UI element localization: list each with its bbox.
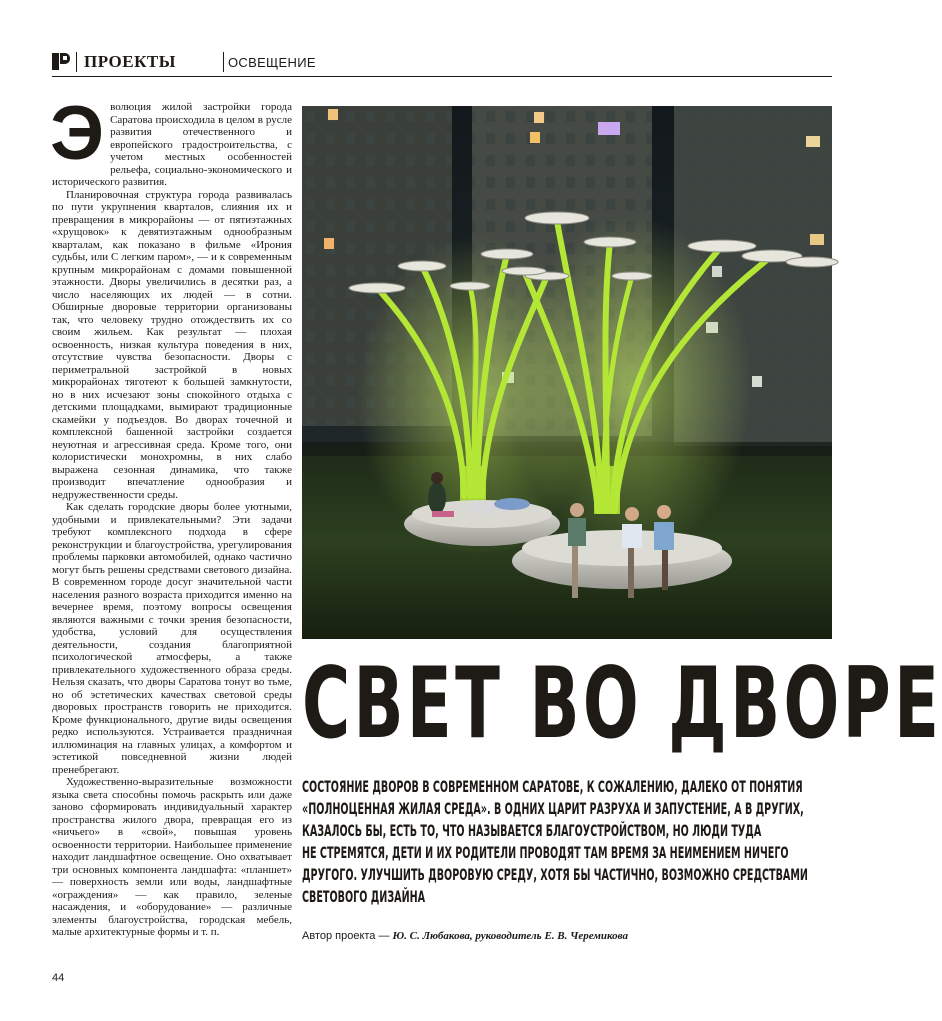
credit-prefix: Автор проекта —	[302, 930, 390, 942]
hero-photo	[302, 106, 832, 639]
page-header	[52, 50, 832, 76]
credit-names: Ю. С. Любакова, руководитель Е. В. Черемикова	[392, 930, 628, 942]
article-paragraph: Как сделать городские дворы более уютными, удобными и привлекательными? Эти задачи требуют комплексного подхода в сфере реконструкции и благоустройства, урегулирования проблемы парковки автомобилей, однако частично могут быть решены средствами светового дизайна. В современном городе досуг значительной части населения разного возраста приходится именно на вечернее время, поэтому вопросы освещения являются важными с точки зрения безопасности, удобства, условий для осуществления деятельности, создания благоприятной психологической атмосферы, а также привлекательного художественного образа среды. Нельзя сказать, что дворы Саратова тонут во тьме, но об эстетических качествах световой среды дворовых пространств говорить не приходится. Кроме функционального, другие виды освещения редко используются. Устраивается праздничная иллюминация на главных улицах, а комфортом и эстетикой повседневной жизни людей пренебрегают.	[52, 501, 292, 776]
article-paragraph: Эволюция жилой застройки города Саратова происходила в целом в русле развития отечественного и европейского градостроительства, с учетом местных особенностей рельефа, социально-экономического и исторического развития.	[50, 91, 292, 188]
article-title: СВЕТ ВО ДВОРЕ	[302, 647, 942, 761]
subsection-title: ОСВЕЩЕНИЕ	[228, 55, 316, 70]
lead-line: ДРУГОГО. УЛУЧШИТЬ ДВОРОВУЮ СРЕДУ, ХОТЯ БЫ ЧАСТИЧНО, ВОЗМОЖНО СРЕДСТВАМИ	[302, 865, 808, 884]
article-paragraph: Художественно-выразительные возможности языка света способны помочь раскрыть или даже заново сформировать индивидуальный характер пространства жилого двора, превращая его из «ничьего» в «свой», повышая уровень освоенности территории. Наибольшее применение находит ландшафтное освещение. Оно охватывает три основных компонента ландшафта: «планшет» — поверхность земли или воды, ландшафтные «ограждения» — как правило, зеленые насаждения, и «оборудование» — различные элементы благоустройства, городская мебель, малые архитектурные формы и т. п.	[52, 776, 292, 938]
drop-cap: Э	[50, 91, 105, 176]
article-body	[50, 91, 292, 949]
header-divider	[223, 52, 224, 72]
lead-line: «ПОЛНОЦЕННАЯ ЖИЛАЯ СРЕДА». В ОДНИХ ЦАРИТ РАЗРУХА И ЗАПУСТЕНИЕ, А В ДРУГИХ,	[302, 799, 804, 818]
page-number: 44	[52, 972, 65, 984]
magazine-logo-icon	[52, 53, 70, 70]
article-paragraph: Планировочная структура города развивалась по пути укрупнения кварталов, слияния их и превращения в микрорайоны — от пятиэтажных «хрущовок» к девятиэтажным однообразным кварталам, как показано в фильме «Ирония судьбы, или С легким паром», — и к современным крупным микрорайонам с домами повышенной этажности. Дворы увеличились в десятки раз, а число населяющих их людей — в сотни. Обширные дворовые территории организованы так, что человеку трудно отождествить их со своим жильем. Как результат — плохая освоенность, низкая культура поведения в них, отсутствие чувства безопасности. Дворы с периметральной застройкой в новых микрорайонах тяготеют к большей замкнутости, но в них исчезают зоны спокойного отдыха с детскими площадками, вымирают традиционные скамейки у подъездов. Во дворах точечной и комплексной башенной застройки создается неуютная и агрессивная среда. Кроме того, они колористически монохромны, в них слабо выражена сезонная динамика, что также производит впечатление однообразия и недружественности среды.	[52, 188, 292, 501]
author-credit	[302, 930, 628, 942]
header-rule	[52, 76, 832, 77]
lead-line: КАЗАЛОСЬ БЫ, ЕСТЬ ТО, ЧТО НАЗЫВАЕТСЯ БЛАГОУСТРОЙСТВОМ, НО ЛЮДИ ТУДА	[302, 821, 762, 840]
lead-line: СВЕТОВОГО ДИЗАЙНА	[302, 887, 426, 906]
article-lead	[302, 776, 808, 908]
lead-line: СОСТОЯНИЕ ДВОРОВ В СОВРЕМЕННОМ САРАТОВЕ, К СОЖАЛЕНИЮ, ДАЛЕКО ОТ ПОНЯТИЯ	[302, 777, 803, 796]
lead-line: НЕ СТРЕМЯТСЯ, ДЕТИ И ИХ РОДИТЕЛИ ПРОВОДЯТ ТАМ ВРЕМЯ ЗА НЕИМЕНИЕМ НИЧЕГО	[302, 843, 789, 862]
header-divider	[76, 52, 77, 72]
section-title: ПРОЕКТЫ	[84, 52, 176, 71]
